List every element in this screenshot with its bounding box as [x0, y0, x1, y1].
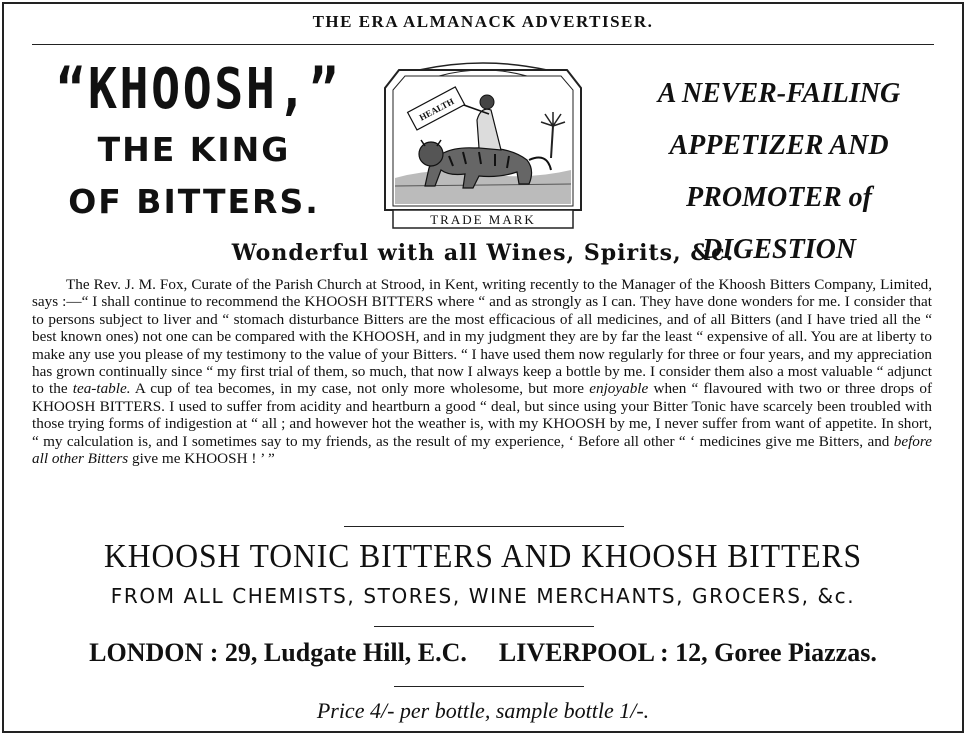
trade-mark-illustration: [379, 60, 587, 232]
product-names: KHOOSH TONIC BITTERS AND KHOOSH BITTERS: [103, 538, 863, 575]
testimonial-tea-table: tea-table.: [72, 380, 131, 398]
stockists-line: FROM ALL CHEMISTS, STORES, WINE MERCHANTS, GROCERS, &c.: [110, 584, 856, 608]
brand-name: “KHOOSH,”: [56, 57, 341, 122]
publication-header: THE ERA ALMANACK ADVERTISER.: [312, 12, 654, 31]
testimonial-paragraph: [32, 276, 932, 467]
emblem-banner-text: HEALTH: [417, 96, 456, 123]
address-line: [4, 638, 962, 668]
testimonial-part3: when “ flavoured with two or three drops of KHOOSH BITTERS. I used to suffer from acidity and heartburn a good “ deal, but since using your Bitter Tonic have scarcely been troubled with those trying forms of indigestion at “ all ; and however hot the weather is, with my KHOOSH by me, I never suffer from want of appetite. In short, “ my calculation is, and I sometimes say to my friends, as the result of my experience, ‘ Before all other “ ‘ medicines give me Bitters, and: [32, 380, 933, 450]
slogan-line2: APPETIZER AND: [669, 130, 889, 161]
london-address: LONDON : 29, Ludgate Hill, E.C.: [89, 638, 467, 667]
testimonial-enjoyable: enjoyable: [589, 380, 649, 398]
testimonial-part2: A cup of tea becomes, in my case, not only more wholesome, but more: [130, 380, 590, 398]
price-line: Price 4/- per bottle, sample bottle 1/-.: [316, 698, 650, 723]
brand-block: [34, 56, 354, 228]
divider-rule: [394, 686, 584, 687]
brand-subtitle-line1: THE KING: [97, 130, 291, 169]
divider-rule: [374, 626, 594, 627]
emblem-caption: TRADE MARK: [430, 212, 536, 227]
header-rule: [32, 44, 934, 45]
trade-mark-emblem: [379, 60, 587, 232]
slogan-line3: PROMOTER of DIGESTION: [686, 182, 872, 265]
testimonial-before-all: before all other Bitters: [32, 432, 932, 468]
testimonial-part4: give me KHOOSH ! ’ ”: [128, 450, 275, 468]
testimonial-part1: The Rev. J. M. Fox, Curate of the Parish Church at Strood, in Kent, writing recently to the Manager of the Khoosh Bitters Company, Limited, says :—“ I shall continue to recommend the KHOOSH BITTERS where “ and as strongly as I can. They have done wonders for me. I consider that to persons subject to liver and “ stomach disturbance Bitters are the most efficacious of all medicines, and of all Bitters (and I have tried all the “ best known ones) not one can be compared with the KHOOSH, and in my judgment they are by far the least “ expensive of all. You are at liberty to make any use you please of my testimony to the value of your Bitters. “ I have used them now regularly for three or four years, and my appreciation has grown continually since “ my first trial of them, so much, that now I always keep a bottle by me. I consider them also a most valuable “ adjunct to the: [32, 276, 933, 398]
divider-rule: [344, 526, 624, 527]
advertisement-page: [2, 2, 964, 733]
tagline: Wonderful with all Wines, Spirits, &c.: [231, 240, 735, 266]
liverpool-address: LIVERPOOL : 12, Goree Piazzas.: [498, 638, 877, 667]
slogan-line1: A NEVER-FAILING: [657, 78, 901, 109]
brand-subtitle-line2: OF BITTERS.: [68, 182, 320, 221]
